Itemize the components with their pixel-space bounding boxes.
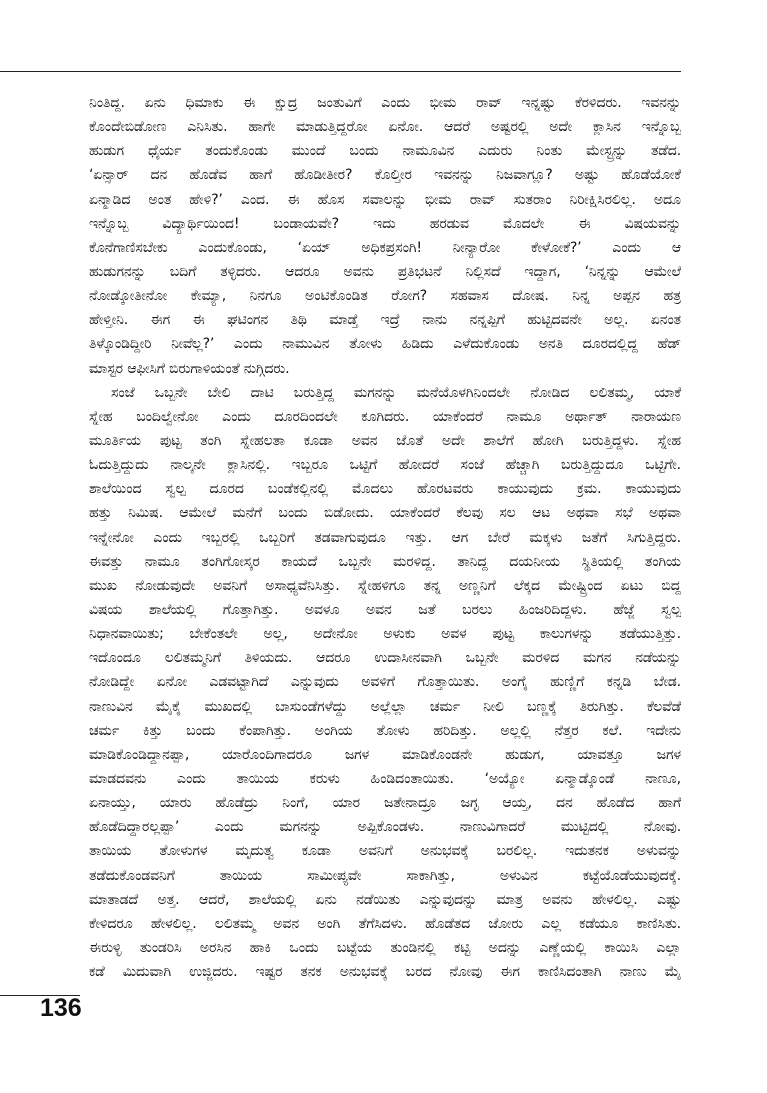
text-line: ಮಾಸ್ಟರ ಆಫೀಸಿಗೆ ಬಿರುಗಾಳಿಯಂತೆ ನುಗ್ಗಿದರು. bbox=[89, 360, 290, 377]
text-line: ಇದೊಂದೂ ಲಲಿತಮ್ಮನಿಗೆ ತಿಳಿಯದು. ಆದರೂ ಉದಾಸೀನವಾಗಿ ಒಬ್ಬನೇ ಮರಳಿದ ಮಗನ ನಡೆಯನ್ನು bbox=[89, 650, 681, 667]
text-line: ಈರುಳ್ಳಿ ತುಂಡರಿಸಿ ಅರಸಿನ ಹಾಕಿ ಒಂದು ಬಟ್ಟೆಯ ತುಂಡಿನಲ್ಲಿ ಕಟ್ಟಿ ಅದನ್ನು ಎಣ್ಣೆಯಲ್ಲಿ ಕಾಯಿಸಿ ಎಲ್ಲಾ bbox=[89, 939, 681, 956]
text-line: ನಿಂತಿದ್ದ. ಏನು ಧಿಮಾಕು ಈ ಕ್ಷುದ್ರ ಜಂತುವಿಗೆ ಎಂದು ಭೀಮ ರಾವ್ ಇನ್ನಷ್ಟು ಕೆರಳಿದರು. ಇವನನ್ನು bbox=[89, 95, 681, 111]
text-line: ಚರ್ಮ ಕಿತ್ತು ಬಂದು ಕೆಂಪಾಗಿತ್ತು. ಅಂಗಿಯ ತೋಳು ಹರಿದಿತ್ತು. ಅಲ್ಲಲ್ಲಿ ನೆತ್ತರ ಕಲೆ. ಇದೇನು bbox=[89, 722, 681, 739]
text-line: ಮಾತಾಡದೆ ಅತ್ತ. ಆದರೆ, ಶಾಲೆಯಲ್ಲಿ ಏನು ನಡೆಯಿತು ಎನ್ನುವುದನ್ನು ಮಾತ್ರ ಅವನು ಹೇಳಲಿಲ್ಲ. ಎಷ್ಟು bbox=[89, 891, 681, 908]
text-line: ನಿಧಾನವಾಯಿತು; ಬೇಕೆಂತಲೇ ಅಲ್ಲ, ಅದೇನೋ ಅಳುಕು ಅವಳ ಪುಟ್ಟ ಕಾಲುಗಳನ್ನು ತಡೆಯುತ್ತಿತ್ತು. bbox=[89, 626, 681, 643]
text-line: ನಾಣುವಿನ ಮೈಕೈ ಮುಖದಲ್ಲಿ ಬಾಸುಂಡೆಗಳೆದ್ದು ಅಲ್ಲೆಲ್ಲಾ ಚರ್ಮ ನೀಲಿ ಬಣ್ಣಕ್ಕೆ ತಿರುಗಿತ್ತು. ಕೆಲವೆಡೆ bbox=[89, 698, 681, 715]
text-line: ಕೊಂದೇಬಿಡೋಣ ಎನಿಸಿತು. ಹಾಗೇ ಮಾಡುತ್ತಿದ್ದರೋ ಏನೋ. ಆದರೆ ಅಷ್ಟರಲ್ಲಿ ಅದೇ ಕ್ಲಾಸಿನ ಇನ್ನೊಬ್ಬ bbox=[89, 119, 681, 136]
text-line: ಏನ್ಮಾಡಿದ ಅಂತ ಹೇಳಿ?’ ಎಂದ. ಈ ಹೊಸ ಸವಾಲನ್ನು ಭೀಮ ರಾವ್ ಸುತರಾಂ ನಿರೀಕ್ಷಿಸಿರಲಿಲ್ಲ. ಅದೂ bbox=[89, 191, 681, 208]
text-line: ನೋಡ್ಕೋತೀನೋ ಕೇಮ್ಯಾ, ನಿನಗೂ ಅಂಟಿಕೊಂಡಿತ ರೋಗ? ಸಹವಾಸ ದೋಷ. ನಿನ್ನ ಅಪ್ಪನ ಹತ್ರ bbox=[89, 288, 681, 305]
text-line: ಹುಡುಗ ಧೈರ್ಯ ತಂದುಕೊಂಡು ಮುಂದೆ ಬಂದು ನಾಮೂವಿನ ಎದುರು ನಿಂತು ಮೇಸ್ಟ್ರನ್ನು ತಡೆದ. bbox=[89, 143, 681, 160]
text-line: ಮೂರ್ತಿಯ ಪುಟ್ಟ ತಂಗಿ ಸ್ನೇಹಲತಾ ಕೂಡಾ ಅವನ ಜೊತೆ ಅದೇ ಶಾಲೆಗೆ ಹೋಗಿ ಬರುತ್ತಿದ್ದಳು. ಸ್ನೇಹ bbox=[89, 432, 681, 449]
text-line: ಮುಖ ನೋಡುವುದೇ ಅವನಿಗೆ ಅಸಾಧ್ಯವೆನಿಸಿತ್ತು. ಸ್ನೇಹಳಿಗೂ ತನ್ನ ಅಣ್ಣನಿಗೆ ಲೆಕ್ಕದ ಮೇಷ್ಟ್ರಿಂದ ಏಟು ಬಿದ್ದ bbox=[89, 577, 681, 594]
text-line: ತಿಳ್ಕೊಂಡಿದ್ದೀರಿ ನೀವೆಲ್ಲ?’ ಎಂದು ನಾಮುವಿನ ತೋಳು ಹಿಡಿದು ಎಳೆದುಕೊಂಡು ಅನತಿ ದೂರದಲ್ಲಿದ್ದ ಹೆಡ್ bbox=[89, 336, 681, 353]
top-rule bbox=[0, 71, 681, 72]
text-line: ಕೊನೆಗಾಣಿಸಬೇಕು ಎಂದುಕೊಂಡು, ‘ಏಯ್ ಅಧಿಕಪ್ರಸಂಗಿ! ನೀನ್ಯಾರೋ ಕೇಳೋಕೆ?’ ಎಂದು ಆ bbox=[89, 239, 681, 256]
text-line: ಹತ್ತು ನಿಮಿಷ. ಆಮೇಲೆ ಮನೆಗೆ ಬಂದು ಬಿಡೋದು. ಯಾಕೆಂದರೆ ಕೆಲವು ಸಲ ಆಟ ಅಥವಾ ಸಭೆ ಅಥವಾ bbox=[89, 505, 681, 522]
text-line: ಏನಾಯ್ತು, ಯಾರು ಹೊಡೆದ್ರು ನಿಂಗೆ, ಯಾರ ಜತೇನಾದ್ರೂ ಜಗ್ಳ ಆಯ್ತ, ದನ ಹೊಡೆದ ಹಾಗೆ bbox=[89, 795, 681, 812]
paragraph-first-line: ಸಂಜೆ ಒಬ್ಬನೇ ಬೇಲಿ ದಾಟಿ ಬರುತ್ತಿದ್ದ ಮಗನನ್ನು ಮನೆಯೊಳಗಿನಿಂದಲೇ ನೋಡಿದ ಲಲಿತಮ್ಮ, ಯಾಕೆ bbox=[111, 384, 681, 401]
text-line: ಶಾಲೆಯಿಂದ ಸ್ವಲ್ಪ ದೂರದ ಬಂಡೆಕಲ್ಲಿನಲ್ಲಿ ಮೊದಲು ಹೊರಟವರು ಕಾಯುವುದು ಕ್ರಮ. ಕಾಯುವುದು bbox=[89, 481, 681, 498]
text-line: ವಿಷಯ ಶಾಲೆಯಲ್ಲಿ ಗೊತ್ತಾಗಿತ್ತು. ಅವಳೂ ಅವನ ಜತೆ ಬರಲು ಹಿಂಜರಿದಿದ್ದಳು. ಹೆಜ್ಜೆ ಸ್ವಲ್ಪ bbox=[89, 601, 681, 618]
text-line: ಇನ್ನೊಬ್ಬ ವಿದ್ಯಾರ್ಥಿಯಿಂದ! ಬಂಡಾಯವೇ? ಇದು ಹರಡುವ ಮೊದಲೇ ಈ ವಿಷಯವನ್ನು bbox=[89, 215, 681, 232]
text-line: ಸ್ನೇಹ ಬಂದಿಲ್ವೇನೋ ಎಂದು ದೂರದಿಂದಲೇ ಕೂಗಿದರು. ಯಾಕೆಂದರೆ ನಾಮೂ ಅರ್ಥಾತ್ ನಾರಾಯಣ bbox=[89, 408, 681, 425]
text-line: ಹೊಡೆದಿದ್ದಾರಲ್ಲಪ್ಪಾ’ ಎಂದು ಮಗನನ್ನು ಅಪ್ಪಿಕೊಂಡಳು. ನಾಣುವಿಗಾದರೆ ಮುಟ್ಟಿದಲ್ಲಿ ನೋವು. bbox=[89, 819, 681, 836]
text-line: ಓದುತ್ತಿದ್ದುದು ನಾಲ್ಕನೇ ಕ್ಲಾಸಿನಲ್ಲಿ. ಇಬ್ಬರೂ ಒಟ್ಟಿಗೆ ಹೋದರೆ ಸಂಜೆ ಹೆಚ್ಚಾಗಿ ಬರುತ್ತಿದ್ದುದೂ ಒಟ್ಟಿಗೇ. bbox=[89, 457, 681, 474]
text-line: ಕೇಳಿದರೂ ಹೇಳಲಿಲ್ಲ. ಲಲಿತಮ್ಮ ಅವನ ಅಂಗಿ ತೆಗೆಸಿದಳು. ಹೊಡೆತದ ಜೋರು ಎಲ್ಲ ಕಡೆಯೂ ಕಾಣಿಸಿತು. bbox=[89, 915, 681, 932]
text-line: ಹುಡುಗನನ್ನು ಬದಿಗೆ ತಳ್ಳಿದರು. ಆದರೂ ಅವನು ಪ್ರತಿಭಟನೆ ನಿಲ್ಲಿಸದೆ ಇದ್ದಾಗ, ‘ನಿನ್ನನ್ನು ಆಮೇಲೆ bbox=[89, 263, 681, 280]
text-line: ‘ಏನ್ಸಾರ್ ದನ ಹೊಡೆವ ಹಾಗೆ ಹೊಡೀತೀರ? ಕೊಲ್ತೀರ ಇವನನ್ನು ನಿಜವಾಗ್ಲೂ? ಅಷ್ಟು ಹೊಡೆಯೋಕೆ bbox=[89, 167, 681, 184]
text-line: ಕಡೆ ಮಿದುವಾಗಿ ಉಜ್ಜಿದರು. ಇಷ್ಟರ ತನಕ ಅನುಭವಕ್ಕೆ ಬರದ ನೋವು ಈಗ ಕಾಣಿಸಿದಂತಾಗಿ ನಾಣು ಮೈ bbox=[89, 964, 681, 981]
text-line: ಹೇಳ್ತೀನಿ. ಈಗ ಈ ಘಟಿಂಗನ ತಿಥಿ ಮಾಡ್ತೆ ಇದ್ರೆ ನಾನು ನನ್ನಪ್ಪಿಗೆ ಹುಟ್ಟಿದವನೇ ಅಲ್ಲ. ಏನಂತ bbox=[89, 312, 681, 329]
page-number: 136 bbox=[40, 994, 82, 1022]
body-text bbox=[89, 91, 681, 984]
text-line: ಮಾಡಿಕೊಂಡಿದ್ದಾನಪ್ಪಾ, ಯಾರೊಂದಿಗಾದರೂ ಜಗಳ ಮಾಡಿಕೊಂಡನೇ ಹುಡುಗ, ಯಾವತ್ತೂ ಜಗಳ bbox=[89, 746, 681, 763]
text-line: ನೋಡಿದ್ದೇ ಏನೋ ಎಡವಟ್ಟಾಗಿದೆ ಎನ್ನುವುದು ಅವಳಿಗೆ ಗೊತ್ತಾಯಿತು. ಅಂಗೈ ಹುಣ್ಣಿಗೆ ಕನ್ನಡಿ ಬೇಡ. bbox=[89, 674, 681, 691]
text-line: ಮಾಡದವನು ಎಂದು ತಾಯಿಯ ಕರುಳು ಹಿಂಡಿದಂತಾಯಿತು. ‘ಅಯ್ಯೋ ಏನ್ಮಾಡ್ಕೊಂಡೆ ನಾಣೂ, bbox=[89, 770, 681, 787]
text-line: ಈವತ್ತು ನಾಮೂ ತಂಗಿಗೋಸ್ಕರ ಕಾಯದೆ ಒಬ್ಬನೇ ಮರಳಿದ್ದ. ತಾನಿದ್ದ ದಯನೀಯ ಸ್ಥಿತಿಯಲ್ಲಿ ತಂಗಿಯ bbox=[89, 553, 681, 570]
text-line: ಇನ್ನೇನೋ ಎಂದು ಇಬ್ಬರಲ್ಲಿ ಒಬ್ಬರಿಗೆ ತಡವಾಗುವುದೂ ಇತ್ತು. ಆಗ ಬೇರೆ ಮಕ್ಕಳು ಜತೆಗೆ ಸಿಗುತ್ತಿದ್ದರು. bbox=[89, 529, 681, 546]
text-line: ತಾಯಿಯ ತೋಳುಗಳ ಮೃದುತ್ವ ಕೂಡಾ ಅವನಿಗೆ ಅನುಭವಕ್ಕೆ ಬರಲಿಲ್ಲ. ಇದುತನಕ ಅಳುವನ್ನು bbox=[89, 843, 681, 860]
text-line: ತಡೆದುಕೊಂಡವನಿಗೆ ತಾಯಿಯ ಸಾಮೀಪ್ಯವೇ ಸಾಕಾಗಿತ್ತು, ಅಳುವಿನ ಕಟ್ಟೆಯೊಡೆಯುವುದಕ್ಕೆ. bbox=[89, 867, 681, 884]
